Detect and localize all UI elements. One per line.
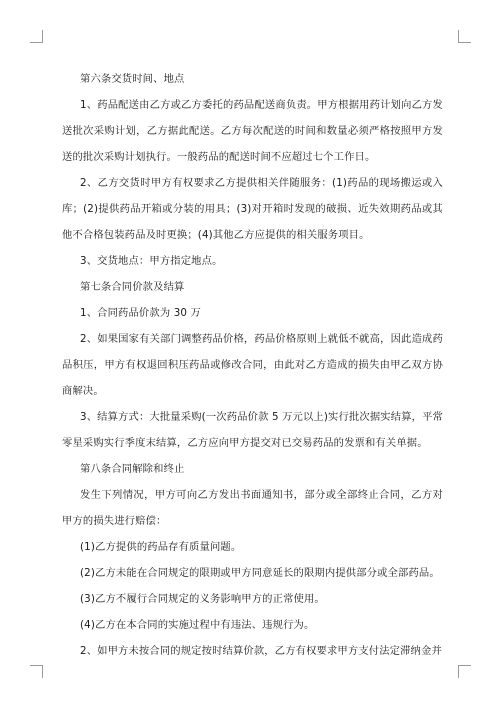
crop-mark-bottom-left (30, 665, 43, 678)
list-item-8-4: (4)乙方在本合同的实施过程中有违法、违规行为。 (80, 619, 315, 631)
section-7-heading: 第七条合同价款及结算 (80, 281, 185, 293)
paragraph-7-2: 2、如果国家有关部门调整药品价格，药品价格原则上就低不就高，因此造成药品积压，甲方有权退回积压药品或修改合同，由此对乙方造成的损失由甲乙双方协商解决。 (62, 333, 443, 397)
document-body (62, 66, 443, 664)
paragraph-6-3: 3、交货地点：甲方指定地点。 (80, 255, 223, 267)
paragraph-7-3: 3、结算方式：大批量采购(一次药品价款 5 万元以上)实行批次据实结算，平常零星采购实行季度末结算，乙方应向甲方提交对已交易药品的发票和有关单据。 (62, 411, 443, 449)
paragraph-6-1: 1、药品配送由乙方或乙方委托的药品配送商负责。甲方根据用药计划向乙方发送批次采购计划，乙方据此配送。乙方每次配送的时间和数量必须严格按照甲方发送的批次采购计划执行。一般药品的配送时间不应超过七个工作日。 (62, 99, 443, 163)
section-8-heading: 第八条合同解除和终止 (80, 463, 185, 475)
section-6-heading: 第六条交货时间、地点 (80, 73, 185, 85)
paragraph-8-2: 2、如甲方未按合同的规定按时结算价款，乙方有权要求甲方支付法定滞纳金并 (80, 645, 442, 657)
paragraph-6-2: 2、乙方交货时甲方有权要求乙方提供相关伴随服务：(1)药品的现场搬运或入库；(2)提供药品开箱或分装的用具；(3)对开箱时发现的破损、近失效期药品或其他不合格包装药品及时更换；(4)其他乙方应提供的相关服务项目。 (62, 177, 443, 241)
paragraph-8-intro: 发生下列情况，甲方可向乙方发出书面通知书，部分或全部终止合同，乙方对甲方的损失进行赔偿： (62, 489, 443, 527)
paragraph-7-1: 1、合同药品价款为 30 万 (80, 307, 201, 319)
crop-mark-bottom-right (458, 665, 471, 678)
list-item-8-1: (1)乙方提供的药品存有质量问题。 (80, 541, 242, 553)
crop-mark-top-right (458, 30, 471, 43)
list-item-8-3: (3)乙方不履行合同规定的义务影响甲方的正常使用。 (80, 593, 325, 605)
list-item-8-2: (2)乙方未能在合同规定的限期或甲方同意延长的限期内提供部分或全部药品。 (80, 567, 440, 579)
crop-mark-top-left (30, 30, 43, 43)
